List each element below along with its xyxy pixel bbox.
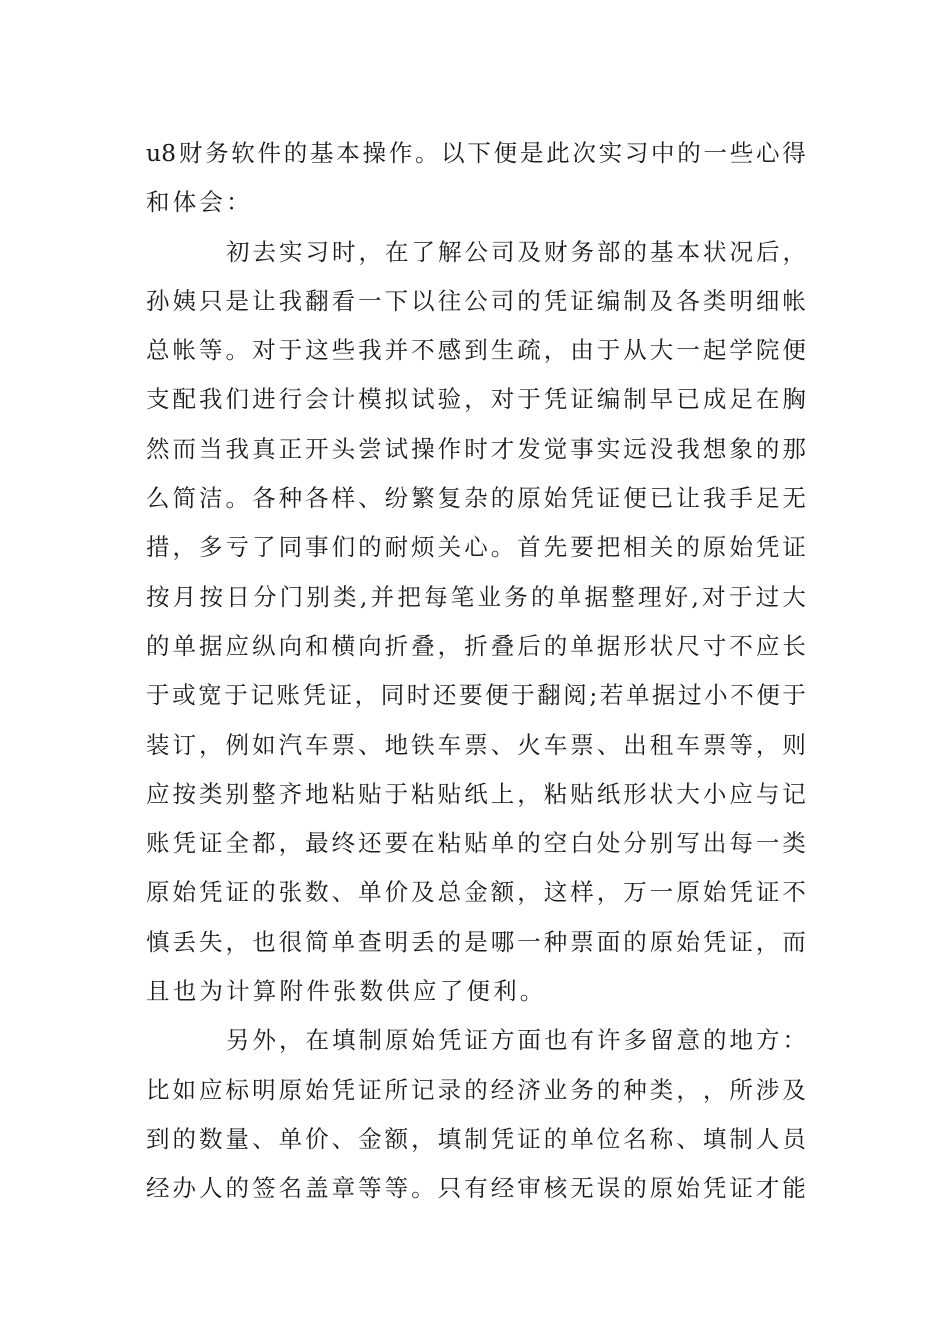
text-line: 账 凭 证 全 都 ， 最 终 还 要 在 粘 贴 单 的 空 白 处 分 别 写 出 每 一 类	[146, 829, 806, 858]
body-text	[146, 129, 806, 1214]
text-line: 经 办 人 的 签 名 盖 章 等 等 。 只 有 经 审 核 无 误 的 原 始 凭 证 才 能	[146, 1174, 806, 1203]
text-line: 另 外 ， 在 填 制 原 始 凭 证 方 面 也 有 许 多 留 意 的 地 方 ：	[226, 1026, 806, 1055]
text-line: 的 单 据 应 纵 向 和 横 向 折 叠 ， 折 叠 后 的 单 据 形 状 尺 寸 不 应 长	[146, 631, 806, 660]
text-line: 么 简 洁 。 各 种 各 样 、 纷 繁 复 杂 的 原 始 凭 证 便 已 让 我 手 足 无	[146, 484, 806, 513]
text-line: 孙 姨 只 是 让 我 翻 看 一 下 以 往 公 司 的 凭 证 编 制 及 各 类 明 细 帐	[146, 286, 806, 315]
text-line: 到 的 数 量 、 单 价 、 金 额 ， 填 制 凭 证 的 单 位 名 称 、 填 制 人 员	[146, 1124, 806, 1153]
text-line: 装 订 ， 例 如 汽 车 票 、 地 铁 车 票 、 火 车 票 、 出 租 车 票 等 ， 则	[146, 730, 806, 759]
text-line: 支 配 我 们 进 行 会 计 模 拟 试 验 ， 对 于 凭 证 编 制 早 已 成 足 在 胸	[146, 385, 806, 414]
text-line: 原 始 凭 证 的 张 数 、 单 价 及 总 金 额 ， 这 样 ， 万 一 原 始 凭 证 不	[146, 878, 806, 907]
text-line: 于 或 宽 于 记 账 凭 证 ， 同 时 还 要 便 于 翻 阅 ; 若 单 据 过 小 不 便 于	[146, 681, 806, 710]
text-line: 措 ， 多 亏 了 同 事 们 的 耐 烦 关 心 。 首 先 要 把 相 关 的 原 始 凭 证	[146, 533, 806, 562]
text-line: 应 按 类 别 整 齐 地 粘 贴 于 粘 贴 纸 上 ， 粘 贴 纸 形 状 大 小 应 与 记	[146, 779, 806, 808]
text-line: u8 财 务 软 件 的 基 本 操 作 。 以 下 便 是 此 次 实 习 中 的 一 些 心 得	[146, 139, 806, 167]
text-line: 且也为计算附件张数供应了便利。	[146, 977, 547, 1006]
text-line: 和体会：	[146, 188, 253, 217]
text-line: 总 帐 等 。 对 于 这 些 我 并 不 感 到 生 疏 ， 由 于 从 大 一 起 学 院 便	[146, 336, 806, 365]
text-line: 初 去 实 习 时 ， 在 了 解 公 司 及 财 务 部 的 基 本 状 况 后 ，	[226, 237, 806, 266]
text-line: 慎 丢 失 ， 也 很 简 单 查 明 丢 的 是 哪 一 种 票 面 的 原 始 凭 证 ， 而	[146, 927, 806, 956]
text-line: 按 月 按 日 分 门 别 类 , 并 把 每 笔 业 务 的 单 据 整 理 好 , 对 于 过 大	[146, 582, 806, 611]
text-line: 然 而 当 我 真 正 开 头 尝 试 操 作 时 才 发 觉 事 实 远 没 我 想 象 的 那	[146, 434, 806, 463]
text-line: 比 如 应 标 明 原 始 凭 证 所 记 录 的 经 济 业 务 的 种 类 ， ， 所 涉 及	[146, 1075, 806, 1104]
